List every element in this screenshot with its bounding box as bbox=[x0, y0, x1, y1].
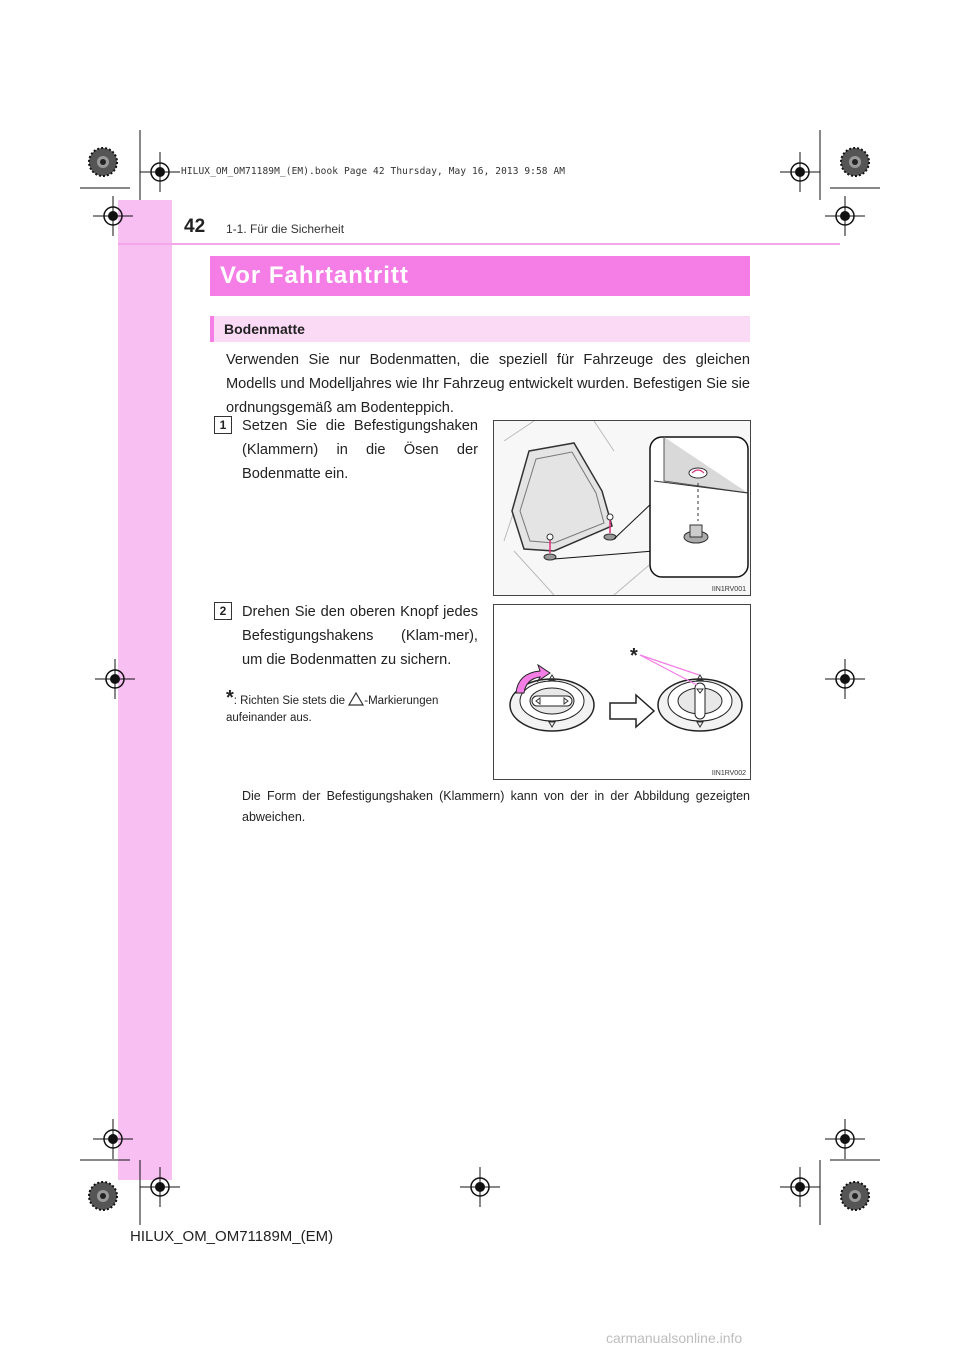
triangle-mark-icon bbox=[348, 692, 364, 706]
registration-cross-icon bbox=[140, 1167, 180, 1207]
section-label: 1-1. Für die Sicherheit bbox=[226, 222, 345, 236]
watermark: carmanualsonline.info bbox=[606, 1330, 743, 1346]
figure-marker: * bbox=[630, 645, 638, 667]
figure-code: IIN1RV002 bbox=[711, 770, 746, 777]
registration-cross-icon bbox=[460, 1167, 500, 1207]
subsection-title: Bodenmatte bbox=[224, 321, 305, 337]
registration-cross-icon bbox=[93, 196, 133, 236]
registration-cross-icon bbox=[825, 1119, 865, 1159]
note-text-after: -Markierungen aufeinander aus. bbox=[226, 695, 439, 724]
page-title: Vor Fahrtantritt bbox=[220, 262, 409, 289]
registration-cross-icon bbox=[780, 1167, 820, 1207]
header-divider bbox=[118, 243, 840, 245]
registration-disc-icon bbox=[841, 148, 869, 176]
note-marker: * bbox=[226, 687, 234, 709]
subsection-bar bbox=[210, 316, 750, 342]
registration-cross-icon bbox=[825, 196, 865, 236]
registration-cross-icon bbox=[140, 152, 180, 192]
registration-disc-icon bbox=[89, 148, 117, 176]
registration-cross-icon bbox=[93, 1119, 133, 1159]
intro-paragraph: Verwenden Sie nur Bodenmatten, die speziell für Fahrzeuge des gleichen Modells und Modelljahres wie Ihr Fahrzeug entwickelt wurden. Befestigen Sie sie ordnungsgemäß am Bodenteppich. bbox=[226, 352, 750, 416]
final-note: Die Form der Befestigungshaken (Klammern) kann von der in der Abbildung gezeigten abweichen. bbox=[242, 789, 750, 824]
book-info: HILUX_OM_OM71189M_(EM).book Page 42 Thursday, May 16, 2013 9:58 AM bbox=[181, 166, 566, 177]
note-text-before: : Richten Sie stets die bbox=[233, 695, 346, 707]
registration-disc-icon bbox=[89, 1182, 117, 1210]
clip-rotation-illustration bbox=[494, 605, 750, 779]
footer-manual-code: HILUX_OM_OM71189M_(EM) bbox=[130, 1228, 334, 1245]
registration-disc-icon bbox=[841, 1182, 869, 1210]
step-number-badge: 2 bbox=[214, 602, 232, 620]
figure-code: IIN1RV001 bbox=[711, 586, 746, 593]
registration-cross-icon bbox=[95, 659, 135, 699]
step-text: Setzen Sie die Befestigungshaken (Klammern) in die Ösen der Bodenmatte ein. bbox=[242, 418, 478, 482]
page-number: 42 bbox=[184, 216, 206, 237]
step-text: Drehen Sie den oberen Knopf jedes Befestigungshakens (Klam-mer), um die Bodenmatten zu sichern. bbox=[242, 604, 478, 668]
figure-floor-mat bbox=[493, 420, 751, 596]
registration-cross-icon bbox=[825, 659, 865, 699]
page-title-bar bbox=[210, 256, 750, 296]
figure-clip-rotation bbox=[493, 604, 751, 780]
alignment-note bbox=[226, 687, 478, 727]
registration-cross-icon bbox=[780, 152, 820, 192]
floor-mat-illustration bbox=[494, 421, 750, 595]
step-number-badge: 1 bbox=[214, 416, 232, 434]
